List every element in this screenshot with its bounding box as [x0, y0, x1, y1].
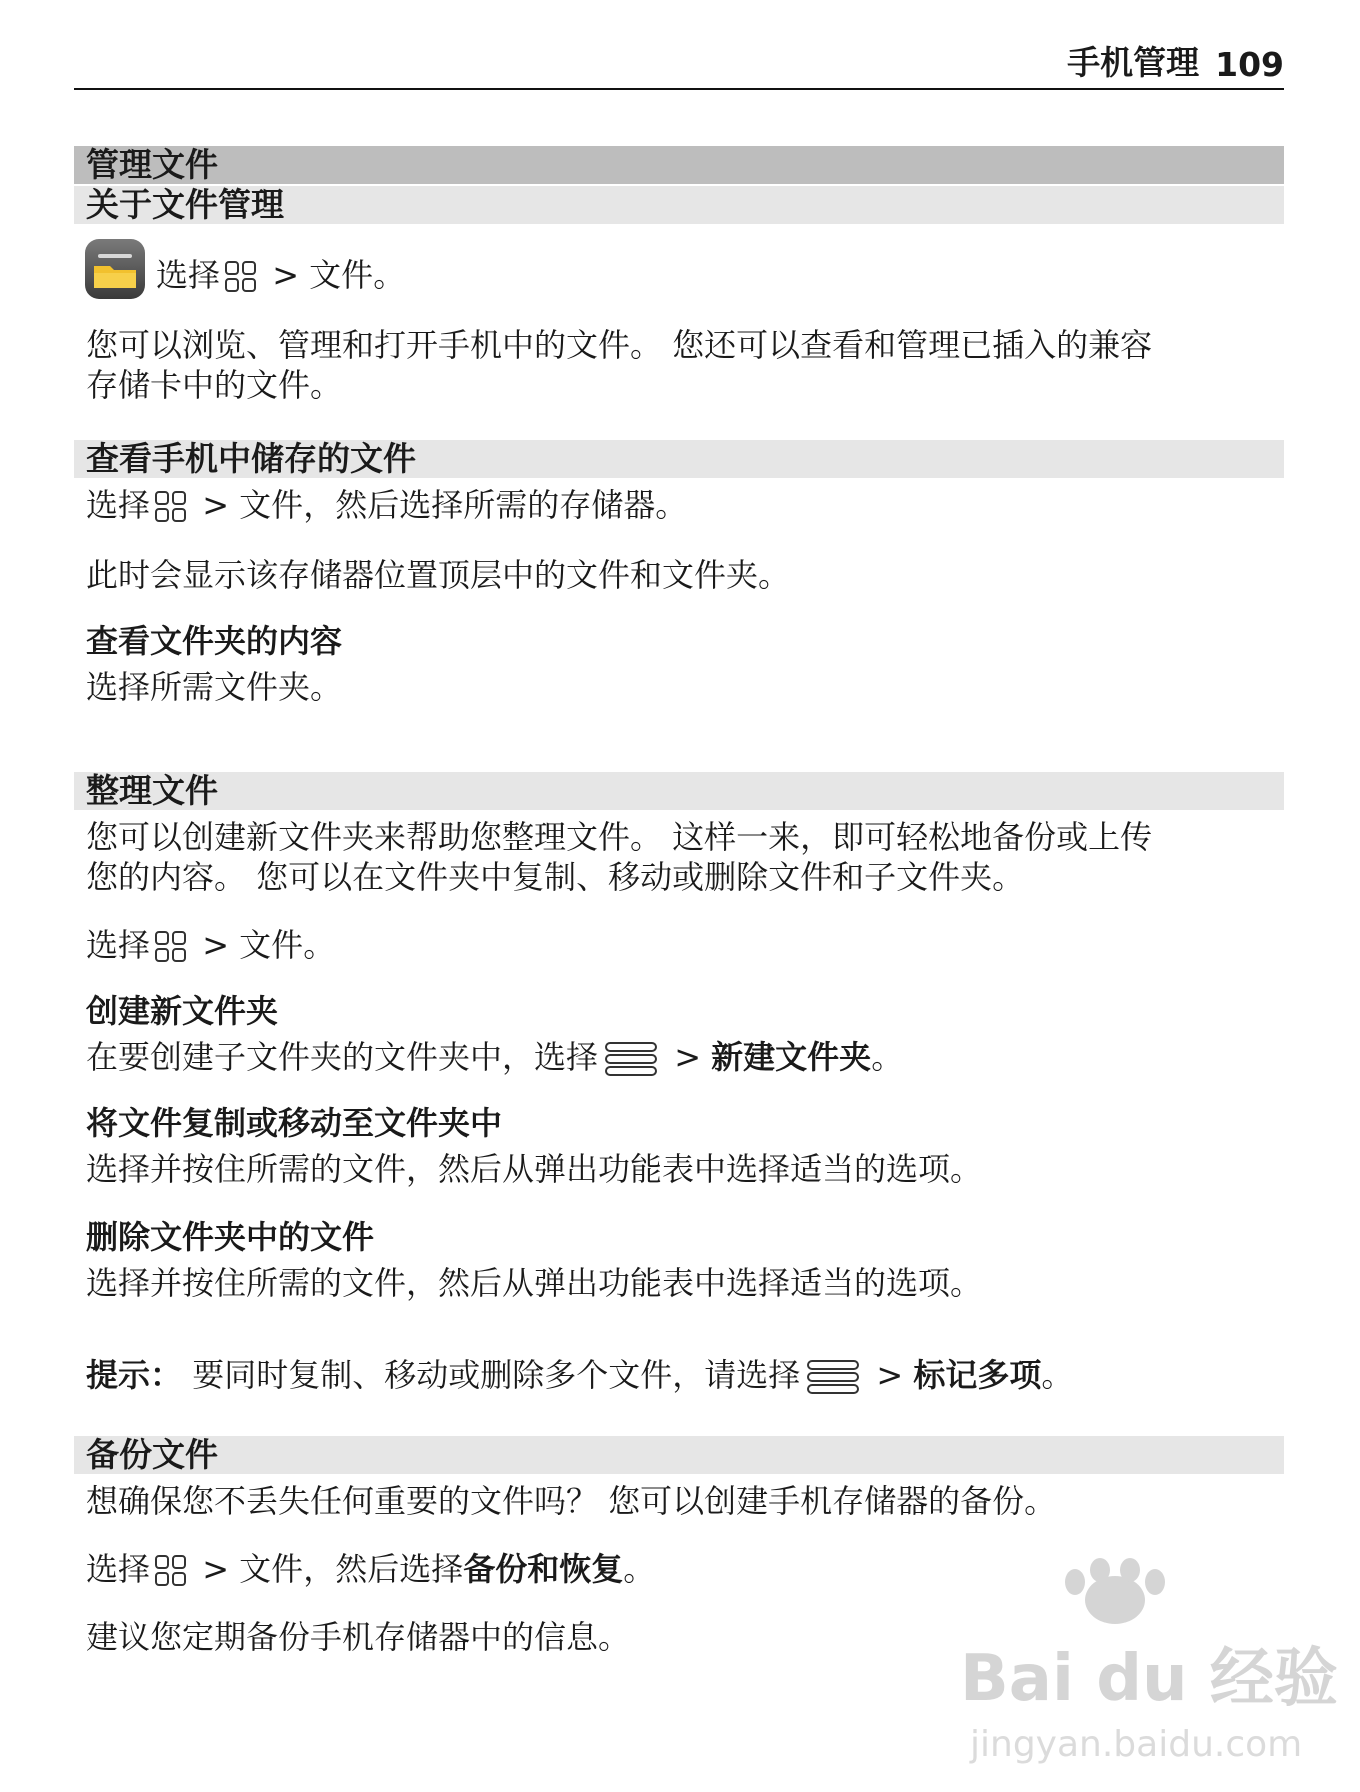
app-grid-icon: [154, 1554, 188, 1588]
backup-advice: 建议您定期备份手机存储器中的信息。: [86, 1618, 631, 1656]
copy-move-desc: 选择并按住所需的文件，然后从弹出功能表中选择适当的选项。: [86, 1150, 983, 1188]
delete-desc: 选择并按住所需的文件，然后从弹出功能表中选择适当的选项。: [86, 1264, 983, 1302]
delete-title: 删除文件夹中的文件: [86, 1218, 375, 1256]
app-grid-icon: [224, 260, 258, 294]
subsection-title-organize: 整理文件: [74, 772, 1284, 810]
view-files-select-line: 选择 > 文件，然后选择所需的存储器。: [86, 486, 688, 524]
about-desc-1: 您可以浏览、管理和打开手机中的文件。 您还可以查看和管理已插入的兼容: [86, 326, 1153, 364]
options-menu-icon: [604, 1041, 658, 1077]
page-header: [74, 43, 1284, 90]
files-link: 文件: [309, 256, 374, 294]
app-grid-icon: [154, 930, 188, 964]
view-folder-desc: 选择所需文件夹。: [86, 668, 343, 706]
app-grid-icon: [154, 490, 188, 524]
tip-label: 提示：: [86, 1356, 183, 1394]
backup-select-line: 选择 > 文件，然后选择备份和恢复。: [86, 1550, 656, 1588]
subsection-title-view-files: 查看手机中储存的文件: [74, 440, 1284, 478]
organize-desc-2: 您的内容。 您可以在文件夹中复制、移动或删除文件和子文件夹。: [86, 858, 1025, 896]
file-manager-app-icon: [84, 238, 146, 300]
create-folder-title: 创建新文件夹: [86, 992, 279, 1030]
create-folder-instruction: 在要创建子文件夹的文件夹中，选择 > 新建文件夹。: [86, 1038, 904, 1076]
view-folder-title: 查看文件夹的内容: [86, 622, 343, 660]
backup-desc: 想确保您不丢失任何重要的文件吗？ 您可以创建手机存储器的备份。: [86, 1482, 1057, 1520]
subsection-title-backup: 备份文件: [74, 1436, 1284, 1474]
about-select-line: 选择 > 文件。: [156, 256, 406, 294]
tip-line: 提示： 要同时复制、移动或删除多个文件，请选择 > 标记多项。: [86, 1356, 1074, 1394]
about-desc-2: 存储卡中的文件。: [86, 366, 343, 404]
copy-move-title: 将文件复制或移动至文件夹中: [86, 1104, 503, 1142]
header-title: 手机管理: [1067, 43, 1200, 82]
baidu-jingyan-watermark: [950, 1560, 1338, 1770]
view-files-desc: 此时会显示该存储器位置顶层中的文件和文件夹。: [86, 556, 791, 594]
watermark-url: jingyan.baidu.com: [970, 1724, 1303, 1765]
subsection-title-about: 关于文件管理: [74, 186, 1284, 224]
section-title-manage-files: 管理文件: [74, 146, 1284, 184]
page-number: 109: [1215, 45, 1284, 84]
options-menu-icon: [806, 1359, 860, 1395]
organize-desc-1: 您可以创建新文件夹来帮助您整理文件。 这样一来，即可轻松地备份或上传: [86, 818, 1153, 856]
organize-select-line: 选择 > 文件。: [86, 926, 336, 964]
watermark-brand: Bai du 经验: [960, 1642, 1338, 1716]
